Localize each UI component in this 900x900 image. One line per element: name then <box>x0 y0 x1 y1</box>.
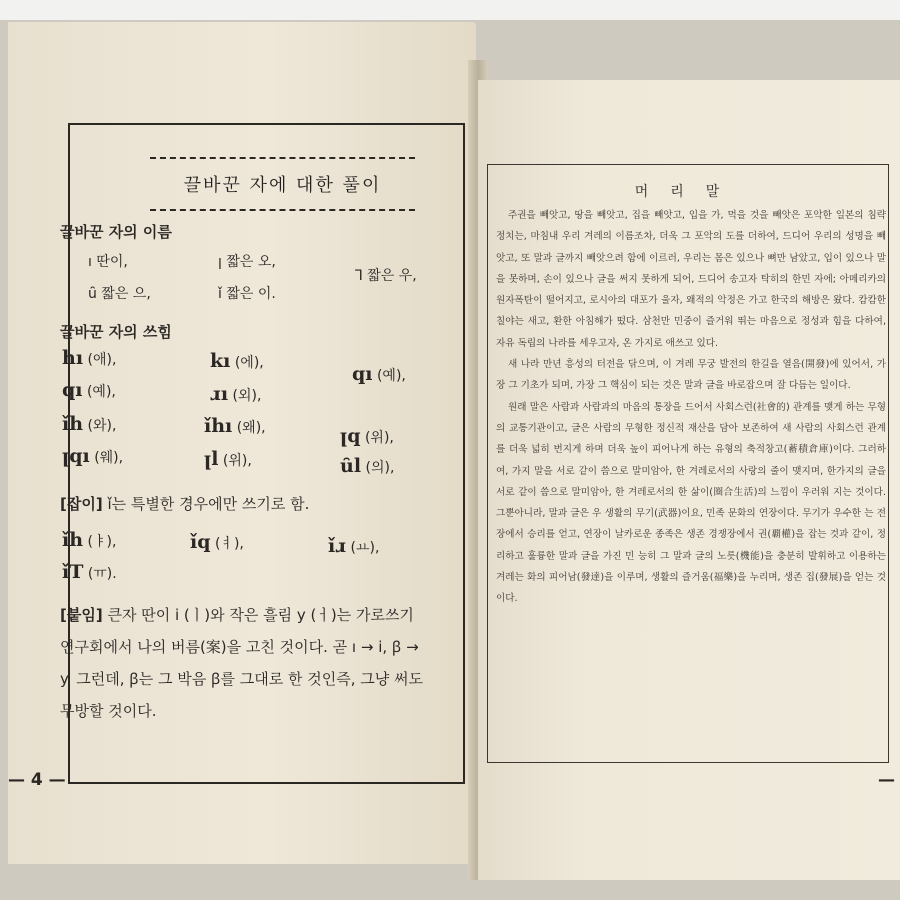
glyph: ɹı <box>210 383 229 405</box>
reading: (위), <box>364 430 394 446</box>
writing-item <box>352 363 406 385</box>
writing-item <box>62 347 116 369</box>
left-page-frame <box>60 123 465 784</box>
right-page-frame <box>487 164 889 763</box>
reading: (와), <box>87 418 117 434</box>
section-heading-writing: 끌바꾼 자의 쓰힘 <box>60 323 172 341</box>
title-box <box>150 149 415 215</box>
writing-item <box>204 448 252 470</box>
glyph: ǐh <box>62 529 84 551</box>
note-attachment <box>60 599 430 727</box>
glyph: ꞁq <box>340 425 361 447</box>
name-item: ı 딴이, <box>88 254 128 270</box>
page-number-right: — <box>878 770 895 790</box>
writing-item <box>210 350 264 372</box>
page-number-left: — 4 — <box>8 770 66 790</box>
note-text: ǐ는 특별한 경우에만 쓰기로 함. <box>107 495 310 513</box>
note-label: [잡이] <box>60 495 103 513</box>
name-item: Ꞁ 짧은 우, <box>355 268 417 284</box>
reading: (외), <box>232 388 262 404</box>
title-rule-bottom <box>150 209 415 211</box>
writing-item <box>62 561 117 583</box>
title-rule-top <box>150 157 415 159</box>
glyph: ǐq <box>190 531 211 553</box>
reading: (웨), <box>94 450 124 466</box>
glyph: qı <box>62 379 83 401</box>
reading: (의), <box>365 460 395 476</box>
writing-item <box>328 535 379 557</box>
reading: (ㅑ), <box>87 534 117 550</box>
preface-paragraph: 새 나라 만년 흥성의 터전을 닦으며, 이 겨레 무궁 발전의 한길을 열음(開發)에 있어서, 가장 그 기초가 되며, 가장 그 핵심이 되는 것은 말과 글을 바로잡으며 잘 다듬는 일이다. <box>496 359 886 392</box>
glyph: ǐh <box>62 413 84 435</box>
section-heading-names: 끌바꾼 자의 이름 <box>60 223 172 241</box>
reading: (왜), <box>236 420 266 436</box>
reading: (ㅕ), <box>214 536 244 552</box>
writing-item <box>204 415 266 437</box>
glyph: hı <box>62 347 84 369</box>
writing-item <box>190 531 244 553</box>
reading: (예), <box>86 384 116 400</box>
glyph: kı <box>210 350 231 372</box>
glyph: ꞁl <box>204 448 219 470</box>
reading: (ㅛ), <box>350 540 380 556</box>
name-item: ꞁ 짧은 오, <box>218 254 276 270</box>
glyph: qı <box>352 363 373 385</box>
note-usage <box>60 493 309 514</box>
writing-item <box>340 455 394 477</box>
note-text: 큰자 딴이 i (ㅣ)와 작은 흘림 y (ㅓ)는 가로쓰기 연구회에서 나의 버름(案)을 고친 것이다. 곧 ı → i, ꞵ → y. 그런데, ꞵ는 그 박음 ꞵ를 그대로 한 것인즉, 그냥 써도 무방할 것이다. <box>60 606 423 720</box>
writing-item <box>62 413 116 435</box>
page-title: 끌바꾼 자에 대한 풀이 <box>183 175 382 196</box>
reading: (위), <box>222 453 252 469</box>
writing-item <box>340 425 394 447</box>
preface-paragraph: 주권을 빼앗고, 땅을 빼앗고, 집을 빼앗고, 입을 가, 먹을 것을 빼앗은 포악한 일본의 침략 정치는, 마침내 우리 겨레의 이름조차, 더욱 그 포악의 도를 더하여, 드디어 우리의 성명을 빼앗고, 또 말과 글까지 빼앗으려 함에 이르러, 우리는 몸은 있으나 뼈만 남았고, 입이 있으나 말을 못하며, 손이 있으나 글을 써지 못하게 되어, 드디어 송고자 탁히의 한민 자에; 아메리카의 원자폭탄이 떨어지고, 로시아의 대포가 울자, 왜적의 악정은 가고 한국의 해방은 왔다. 캄캄한 칠야는 새고, 환한 아침해가 떴다. 삼천만 민중이 즐거워 뛰는 마음으로 정성과 힘을 다하여, 자유 독립의 나라를 세우고자, 온 가지로 애쓰고 있다. <box>496 210 886 349</box>
reading: (에), <box>234 355 264 371</box>
writing-item <box>62 379 116 401</box>
glyph: ꞁqı <box>62 445 90 467</box>
glyph: ǐT <box>62 561 84 583</box>
preface-title: 머리말 <box>634 184 742 200</box>
preface-paragraph: 원래 말은 사람과 사람과의 마음의 통장을 드어서 사회스런(社會的) 관계를 맺게 하는 무형의 교통기관이고, 글은 사람의 무형한 정신적 재산을 담아 보존하여 새 사람의 사회스런 관계를 더욱 넓히 번지게 하며 더욱 높이 피어나게 하는 유형의 축적창고(蓄積倉庫)이다. 그러하여, 가지 말을 서로 같이 씀으로 말미암아, 한 겨레로서의 사랑의 줄이 맺지며, 한가지의 글을 서로 같이 씀으로 말미암아, 한 겨레로서의 한 삶이(圈合生活)의 느낌이 우러워 지는 것이다. 그뿐아니라, 말과 글은 우 생활의 무기(武器)이요, 민족 문화의 연장이다. 무기가 우수한 는 전장에서 승리를 얻고, 연장이 날카로운 종족은 생존 경쟁장에서 권(覇權)을 잡는 것과 같이, 정리하고 훌륭한 말과 글을 가진 민 능히 그 말과 글의 노릇(機能)을 충분히 발휘하고 이용하는 겨레는 화의 피어남(發達)을 이루며, 생활의 즐거움(福樂)을 누리며, 생존 집(發展)을 얻는 것이다. <box>496 401 886 605</box>
writing-item <box>62 529 116 551</box>
left-page <box>8 22 476 864</box>
name-item: ǐ 짧은 이. <box>218 286 276 302</box>
writing-item <box>210 383 261 405</box>
preface-body <box>496 205 886 610</box>
writing-item <box>62 445 123 467</box>
note-label: [붙임] <box>60 606 103 624</box>
reading: (예), <box>376 368 406 384</box>
glyph: ǐɹ <box>328 535 347 557</box>
glyph: ȗl <box>340 455 362 477</box>
name-item: ȗ 짧은 으, <box>88 286 151 302</box>
reading: (애), <box>87 352 117 368</box>
reading: (ㅠ). <box>87 566 117 582</box>
glyph: ǐhı <box>204 415 233 437</box>
